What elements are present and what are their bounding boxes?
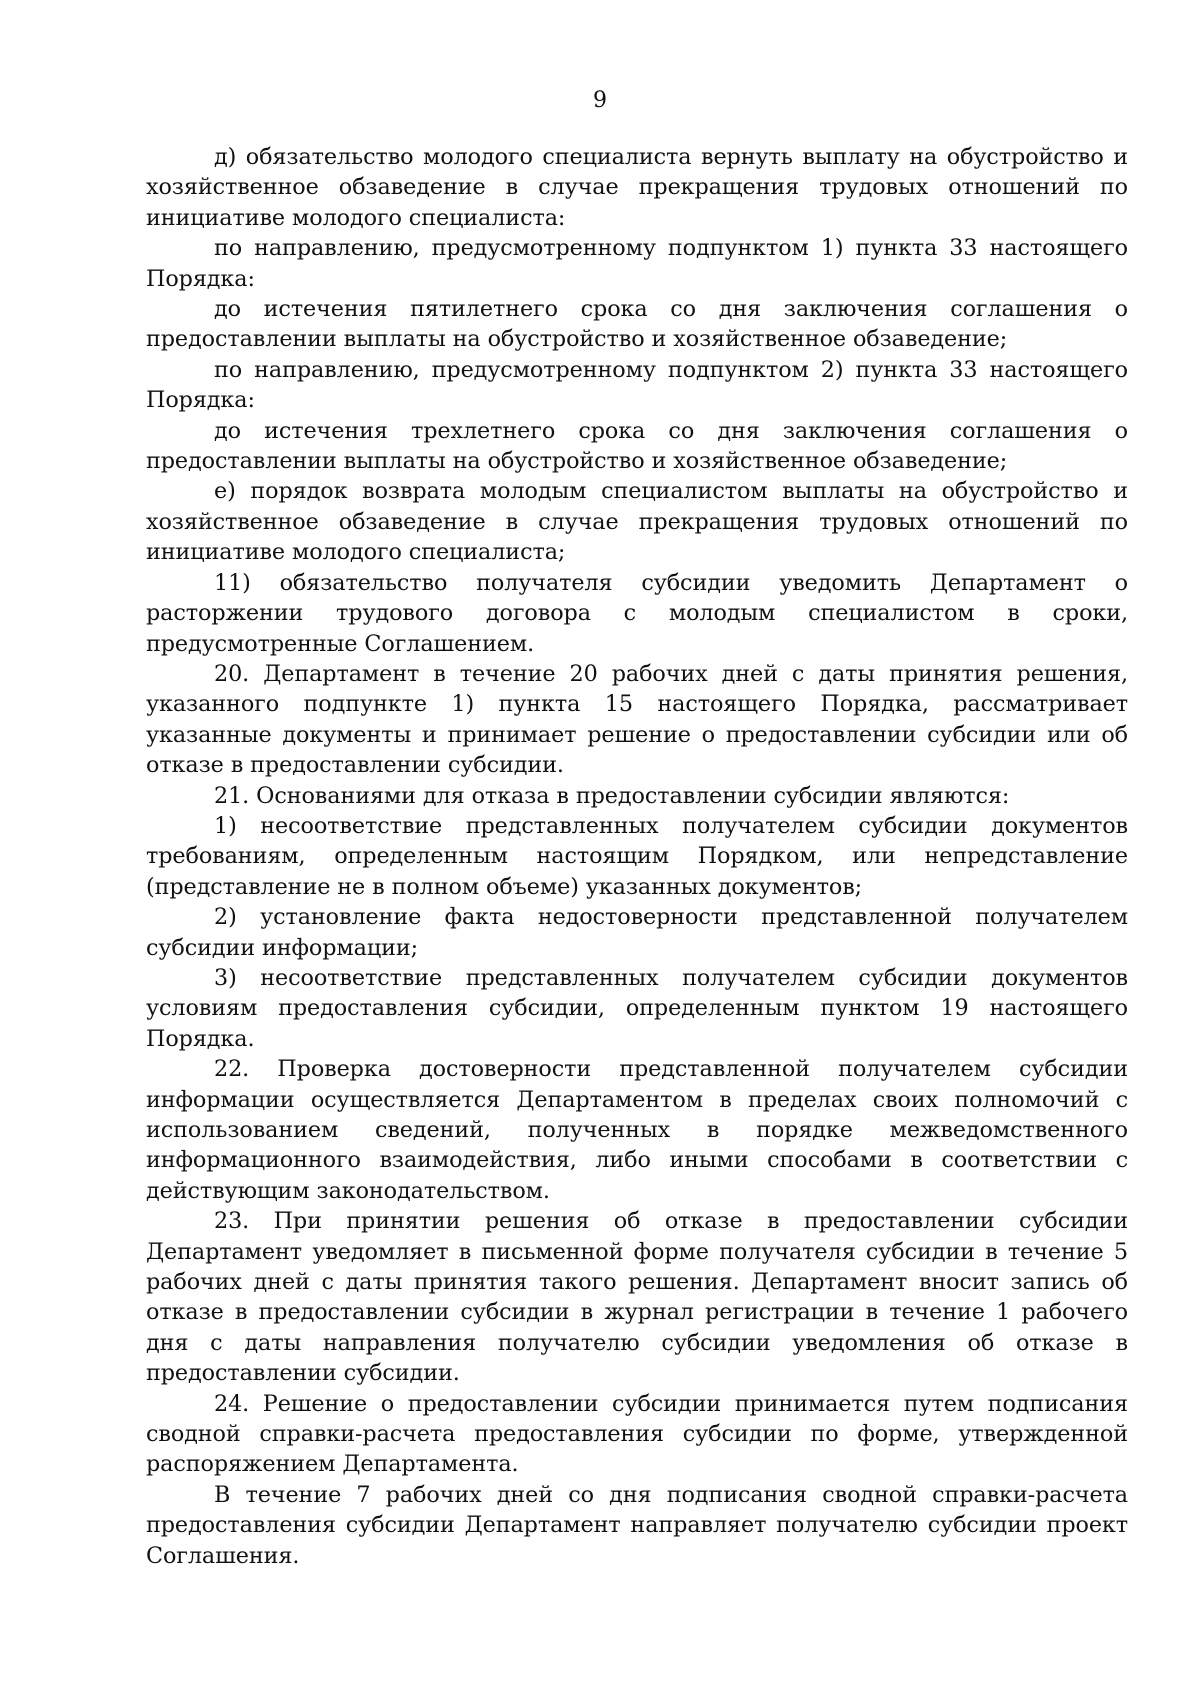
paragraph-20: 20. Департамент в течение 20 рабочих дней с даты принятия решения, указанного подпункте 1) пункта 15 настоящего Порядка, рассматривает указанные документы и принимает решение о предоставлении субсидии или об отказе в предоставлении субсидии. (146, 660, 1128, 779)
paragraph-direction-2: по направлению, предусмотренному подпунктом 2) пункта 33 настоящего Порядка: (146, 356, 1128, 414)
paragraph-11-notify: 11) обязательство получателя субсидии уведомить Департамент о расторжении трудового договора с молодым специалистом в сроки, предусмотренные Соглашением. (146, 569, 1128, 657)
paragraph-five-year-term: до истечения пятилетнего срока со дня заключения соглашения о предоставлении выплаты на обустройство и хозяйственное обзаведение; (146, 296, 1128, 353)
paragraph-21-2: 2) установление факта недостоверности представленной получателем субсидии информации; (146, 904, 1128, 961)
document-body (146, 142, 1128, 1571)
paragraph-23: 23. При принятии решения об отказе в предоставлении субсидии Департамент уведомляет в письменной форме получателя субсидии в течение 5 рабочих дней с даты принятия такого решения. Департамент вносит запись об отказе в предоставлении субсидии в журнал регистрации в течение 1 рабочего дня с даты направления получателю субсидии уведомления об отказе в предоставлении субсидии. (146, 1208, 1128, 1387)
page-number: 9 (593, 88, 607, 113)
paragraph-21: 21. Основаниями для отказа в предоставлении субсидии являются: (214, 782, 1010, 809)
paragraph-e-return-procedure: е) порядок возврата молодым специалистом выплаты на обустройство и хозяйственное обзаведение в случае прекращения трудовых отношений по инициативе молодого специалиста; (146, 478, 1128, 566)
paragraph-three-year-term: до истечения трехлетнего срока со дня заключения соглашения о предоставлении выплаты на обустройство и хозяйственное обзаведение; (146, 417, 1128, 475)
paragraph-21-1: 1) несоответствие представленных получателем субсидии документов требованиям, определенным настоящим Порядком, или непредставление (представление не в полном объеме) указанных документов; (146, 812, 1128, 900)
paragraph-d-obligation: д) обязательство молодого специалиста вернуть выплату на обустройство и хозяйственное обзаведение в случае прекращения трудовых отношений по инициативе молодого специалиста: (146, 144, 1128, 231)
paragraph-24-agreement: В течение 7 рабочих дней со дня подписания сводной справки-расчета предоставления субсидии Департамент направляет получателю субсидии проект Соглашения. (146, 1481, 1128, 1569)
paragraph-24: 24. Решение о предоставлении субсидии принимается путем подписания сводной справки-расчета предоставления субсидии по форме, утвержденной распоряжением Департамента. (146, 1390, 1128, 1478)
paragraph-22: 22. Проверка достоверности представленной получателем субсидии информации осуществляется Департаментом в пределах своих полномочий с использованием сведений, полученных в порядке межведомственного информационного взаимодействия, либо иными способами в соответствии с действующим законодательством. (146, 1056, 1128, 1204)
paragraph-21-3: 3) несоответствие представленных получателем субсидии документов условиям предоставления субсидии, определенным пунктом 19 настоящего Порядка. (146, 964, 1128, 1052)
paragraph-direction-1: по направлению, предусмотренному подпунктом 1) пункта 33 настоящего Порядка: (146, 235, 1128, 292)
